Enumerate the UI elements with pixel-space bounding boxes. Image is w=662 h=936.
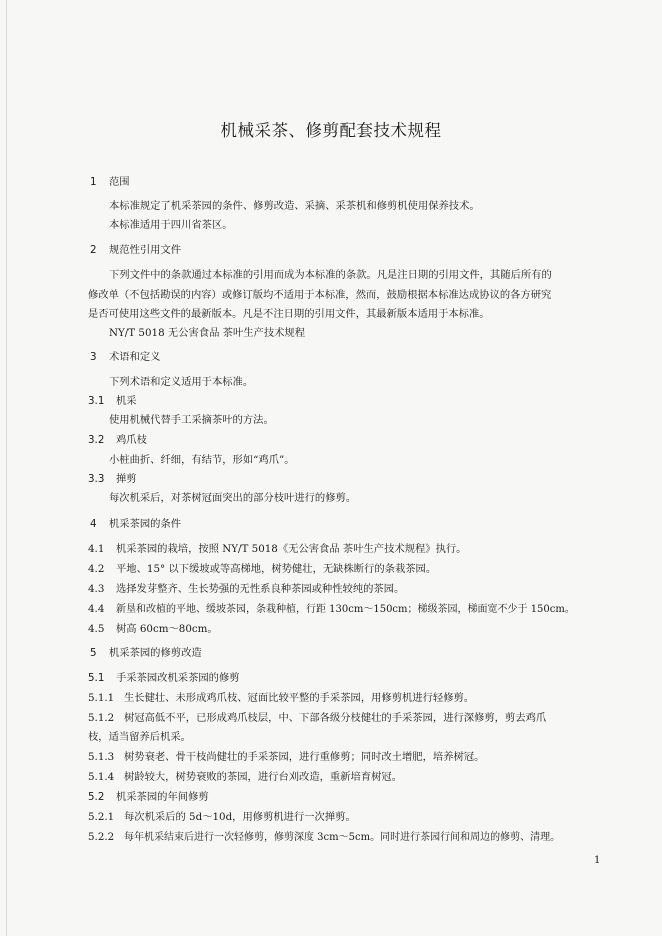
paragraph-line: 是否可使用这些文件的最新版本。凡是不注日期的引用文件，其最新版本适用于本标准。: [88, 308, 490, 320]
subsection-title: 机采茶园的年间修剪: [116, 791, 209, 803]
term-definition: 使用机械代替手工采摘茶叶的方法。: [109, 414, 274, 426]
clause: [88, 582, 404, 596]
clause: [88, 711, 546, 725]
clause-number: 5.1.4: [88, 771, 115, 783]
term-definition: 小桩曲折、纤细，有结节，形如“鸡爪”。: [109, 454, 295, 466]
section-5-heading: [90, 646, 202, 660]
section-2-heading: [90, 243, 181, 257]
clause-text: 每年机采结束后进行一次轻修剪，修剪深度 3cm～5cm。同时进行茶园行间和周边的修剪、清理。: [124, 832, 561, 843]
clause-text: 树龄较大，树势衰败的茶园，进行台刈改造，重新培育树冠。: [124, 771, 403, 783]
section-1-heading: [90, 175, 130, 189]
section-number: 5: [90, 647, 97, 659]
paragraph: 本标准适用于四川省茶区。: [109, 219, 233, 231]
paragraph-line: 下列文件中的条款通过本标准的引用而成为本标准的条款。凡是注日期的引用文件，其随后所有的: [109, 269, 552, 281]
clause: [88, 622, 218, 636]
subsection-heading: [88, 671, 240, 685]
clause-number: 5.2.2: [88, 831, 115, 843]
subsection-number: 5.2: [88, 791, 105, 803]
paragraph: 下列术语和定义适用于本标准。: [109, 376, 254, 388]
clause: [88, 562, 436, 576]
subsection-title: 手采茶园改机采茶园的修剪: [116, 672, 240, 684]
clause-number: 4.4: [88, 603, 105, 615]
section-number: 1: [90, 176, 97, 188]
clause-text: 新垦和改植的平地、缓坡茶园，条栽种植，行距 130cm～150cm；梯级茶园，梯面宽不少于 150cm。: [116, 604, 575, 615]
term-heading: [88, 433, 147, 447]
paragraph: 本标准规定了机采茶园的条件、修剪改造、采摘、采茶机和修剪机使用保养技术。: [109, 200, 480, 212]
term-name: 掸剪: [116, 473, 137, 485]
term-number: 3.1: [88, 395, 105, 407]
section-3-heading: [90, 350, 160, 364]
clause-text: 树势衰老、骨干枝尚健壮的手采茶园，进行重修剪；同时改土增肥，培养树冠。: [124, 751, 485, 763]
clause-number: 5.1.3: [88, 751, 115, 763]
clause-number: 5.1.1: [88, 692, 115, 704]
clause-text: 每次机采后的 5d～10d，用修剪机进行一次掸剪。: [124, 811, 356, 823]
section-number: 3: [90, 351, 97, 363]
section-title: 机采茶园的修剪改造: [109, 647, 202, 659]
clause: [88, 810, 356, 824]
clause-text: 树高 60cm～80cm。: [116, 623, 218, 635]
clause-number: 5.1.2: [88, 712, 115, 724]
clause-number: 4.3: [88, 583, 105, 595]
clause: [88, 830, 560, 845]
clause-text: 树冠高低不平，已形成鸡爪枝层，中、下部各级分枝健壮的手采茶园，进行深修剪，剪去鸡爪: [124, 712, 547, 724]
normative-reference: NY/T 5018 无公害食品 茶叶生产技术规程: [109, 327, 306, 339]
subsection-heading: [88, 790, 209, 804]
clause-number: 4.5: [88, 623, 105, 635]
clause-text: 机采茶园的栽培，按照 NY/T 5018《无公害食品 茶叶生产技术规程》执行。: [116, 543, 467, 555]
section-4-heading: [90, 517, 181, 531]
term-number: 3.2: [88, 434, 105, 446]
page-number: 1: [594, 855, 601, 866]
section-title: 范围: [109, 176, 130, 188]
clause-text: 生长健壮、未形成鸡爪枝、冠面比较平整的手采茶园，用修剪机进行轻修剪。: [124, 692, 475, 704]
clause-number: 4.1: [88, 543, 105, 555]
section-title: 规范性引用文件: [109, 244, 182, 256]
section-number: 2: [90, 244, 97, 256]
section-title: 术语和定义: [109, 351, 161, 363]
clause: [88, 770, 402, 784]
section-number: 4: [90, 518, 97, 530]
subsection-number: 5.1: [88, 672, 105, 684]
term-name: 机采: [116, 395, 137, 407]
term-heading: [88, 472, 137, 486]
section-title: 机采茶园的条件: [109, 518, 182, 530]
clause: [88, 602, 575, 617]
clause: [88, 542, 466, 556]
clause-number: 4.2: [88, 563, 105, 575]
paragraph-line: 修改单（不包括勘误的内容）或修订版均不适用于本标准，然而，鼓励根据本标准达成协议的各方研究: [88, 289, 552, 301]
term-heading: [88, 394, 137, 408]
term-number: 3.3: [88, 473, 105, 485]
clause-text: 选择发芽整齐、生长势强的无性系良种茶园或种性较纯的茶园。: [116, 583, 405, 595]
clause: [88, 750, 484, 764]
term-name: 鸡爪枝: [116, 434, 147, 446]
clause: [88, 691, 474, 705]
document-title: 机械采茶、修剪配套技术规程: [220, 121, 442, 140]
term-definition: 每次机采后，对茶树冠面突出的部分枝叶进行的修剪。: [109, 492, 357, 504]
clause-text: 平地、15° 以下缓坡或等高梯地，树势健壮，无缺株断行的条栽茶园。: [116, 563, 437, 575]
clause-continuation: 枝，适当留养后机采。: [88, 731, 191, 743]
clause-number: 5.2.1: [88, 811, 115, 823]
